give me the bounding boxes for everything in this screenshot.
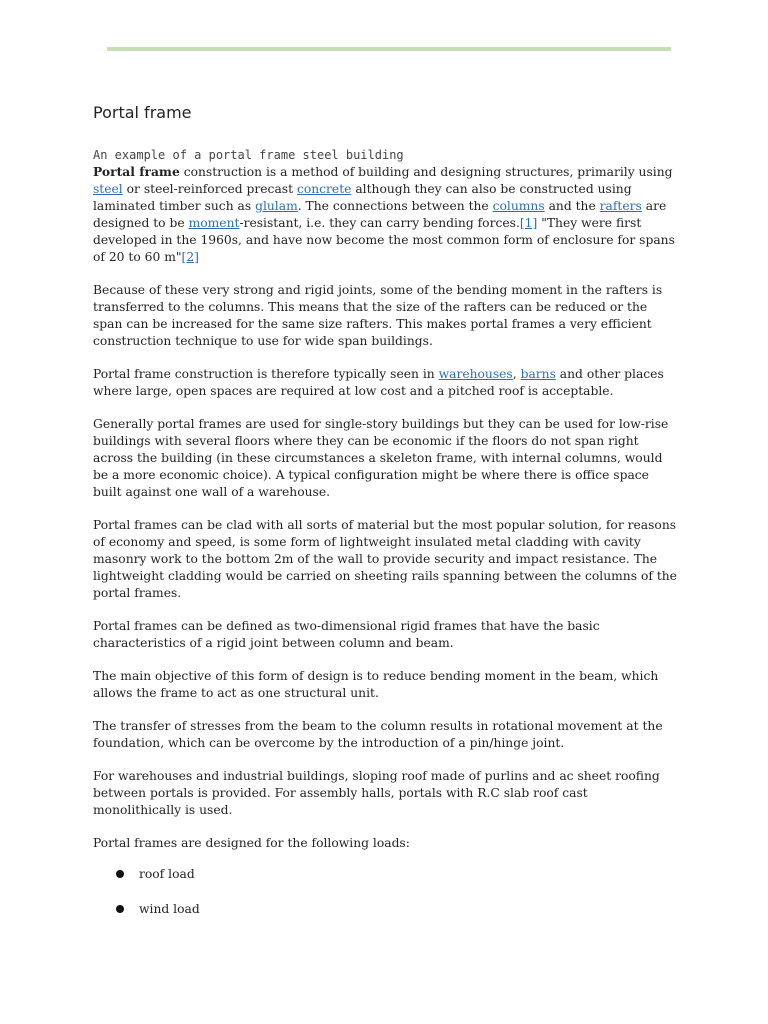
text: "They were first developed in the 1960s, and have now become the most common form of enclosure for spans of 20 to 60 m" [93, 216, 675, 264]
list-item-label: roof load [139, 867, 195, 881]
image-caption: An example of a portal frame steel building [93, 148, 404, 162]
paragraph-intro [93, 163, 678, 266]
text: . The connections between the [297, 199, 493, 213]
loads-list [93, 866, 678, 919]
text: and the [544, 199, 600, 213]
text: Portal frame construction is therefore typically seen in [93, 367, 439, 381]
link-rafters[interactable]: rafters [599, 199, 642, 213]
paragraph-cladding: Portal frames can be clad with all sorts of material but the most popular solution, for reasons of economy and speed, is some form of lightweight insulated metal cladding with cavity masonry work to the bottom 2m of the wall to provide security and impact resistance. The lightweight cladding would be carried on sheeting rails spanning between the columns of the portal frames. [93, 518, 677, 600]
paragraph-single-story: Generally portal frames are used for single-story buildings but they can be used for low-rise buildings with several floors where they can be economic if the floors do not span right across the building (in these circumstances a skeleton frame, with internal columns, would be a more economic choice). A typical configuration might be where there is office space built against one wall of a warehouse. [93, 417, 669, 499]
link-columns[interactable]: columns [492, 199, 545, 213]
paragraph-rigid-joints: Because of these very strong and rigid joints, some of the bending moment in the rafters is transferred to the columns. This means that the size of the rafters can be reduced or the span can be increased for the same size rafters. This makes portal frames a very efficient construction technique to use for wide span buildings. [93, 283, 663, 348]
text: , [512, 367, 521, 381]
link-ref-2[interactable]: [2] [181, 250, 199, 264]
paragraph-usage [93, 366, 678, 400]
bullet-icon [116, 870, 124, 878]
page-title: Portal frame [93, 103, 192, 122]
text: although they can also be constructed using laminated timber such as [93, 182, 632, 213]
text: or steel-reinforced precast [122, 182, 297, 196]
paragraph-loads: Portal frames are designed for the following loads: [93, 836, 410, 850]
text: construction is a method of building and designing structures, primarily using [179, 165, 673, 179]
list-item [93, 866, 678, 884]
link-steel[interactable]: steel [93, 182, 123, 196]
link-concrete[interactable]: concrete [296, 182, 352, 196]
link-glulam[interactable]: glulam [255, 199, 298, 213]
link-moment[interactable]: moment [188, 216, 240, 230]
text: are designed to be [93, 199, 667, 230]
link-warehouses[interactable]: warehouses [438, 367, 513, 381]
text: and other places where large, open spaces are required at low cost and a pitched roof is acceptable. [93, 367, 664, 398]
bullet-icon [116, 905, 124, 913]
bold-term: Portal frame [93, 164, 180, 179]
link-ref-1[interactable]: [1] [519, 216, 538, 230]
paragraph-stresses: The transfer of stresses from the beam to the column results in rotational movement at the foundation, which can be overcome by the introduction of a pin/hinge joint. [93, 719, 663, 750]
text: -resistant, i.e. they can carry bending forces. [239, 216, 520, 230]
paragraph-objective: The main objective of this form of design is to reduce bending moment in the beam, which allows the frame to act as one structural unit. [93, 669, 659, 700]
paragraph-warehouses: For warehouses and industrial buildings, sloping roof made of purlins and ac sheet roofing between portals is provided. For assembly halls, portals with R.C slab roof cast monolithically is used. [93, 769, 660, 817]
paragraph-definition: Portal frames can be defined as two-dimensional rigid frames that have the basic characteristics of a rigid joint between column and beam. [93, 619, 600, 650]
list-item-label: wind load [139, 902, 200, 916]
document-body [93, 103, 678, 936]
header-rule [107, 47, 671, 51]
list-item [93, 901, 678, 919]
link-barns[interactable]: barns [520, 367, 556, 381]
